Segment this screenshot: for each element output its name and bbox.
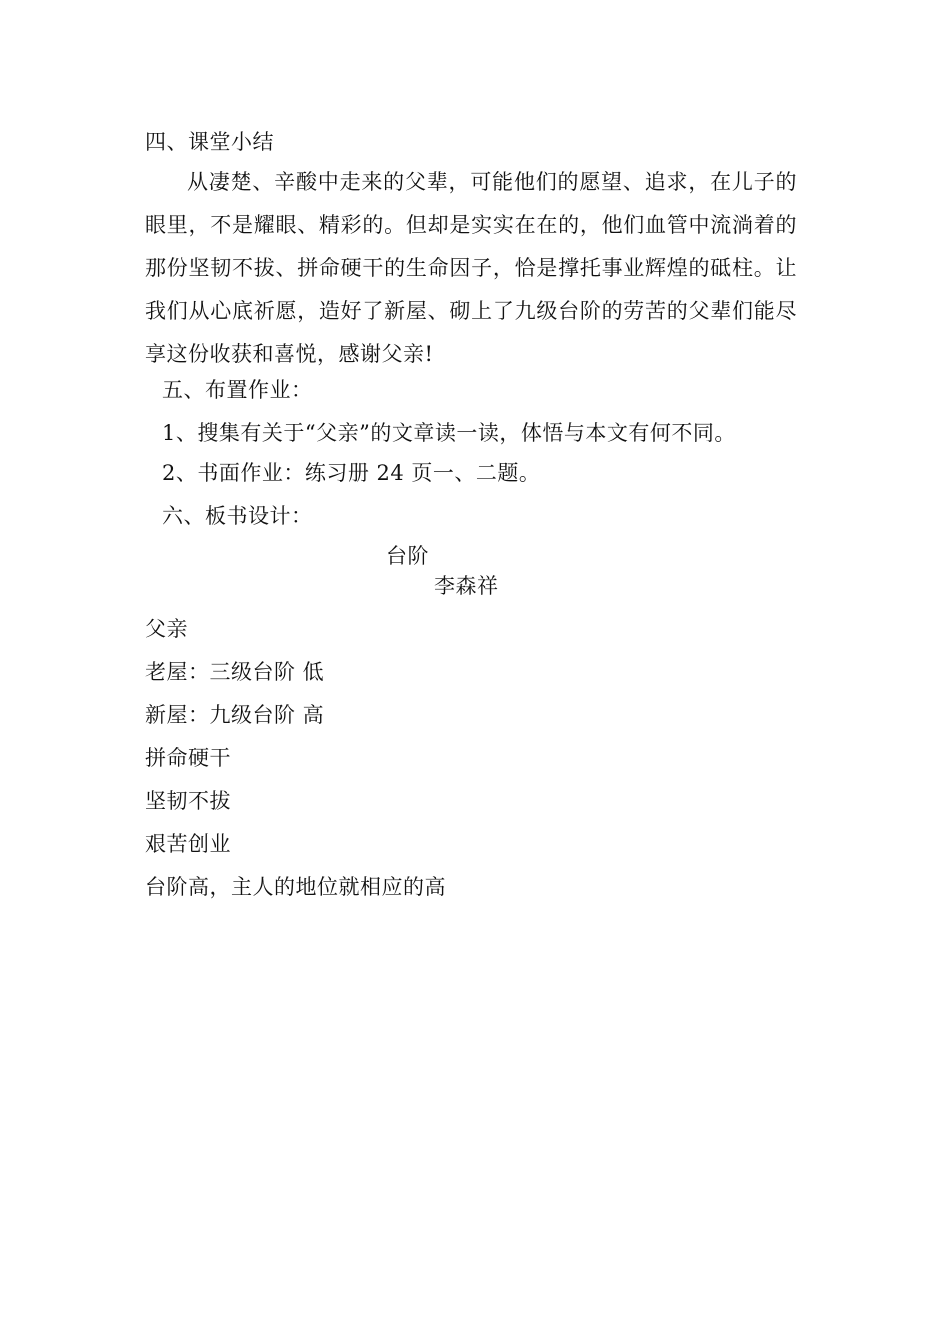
board-line-new-house: 新屋：九级台阶 高	[145, 703, 325, 727]
section-6-heading: 六、板书设计：	[162, 504, 313, 528]
section-5-heading: 五、布置作业：	[162, 378, 313, 402]
homework-item-2: 2、书面作业：练习册 24 页一、二题。	[162, 461, 541, 485]
board-line-hard-work: 拼命硬干	[145, 746, 231, 770]
board-title: 台阶	[386, 544, 429, 568]
board-line-perseverance: 坚韧不拔	[145, 789, 231, 813]
board-author: 李森祥	[434, 574, 499, 598]
board-line-arduous-start: 艰苦创业	[145, 832, 231, 856]
board-line-conclusion: 台阶高，主人的地位就相应的高	[145, 875, 446, 899]
board-line-old-house: 老屋：三级台阶 低	[145, 660, 325, 684]
section-4-paragraph: 从凄楚、辛酸中走来的父辈，可能他们的愿望、追求，在儿子的眼里，不是耀眼、精彩的。但却是实实在在的，他们血管中流淌着的那份坚韧不拔、拼命硬干的生命因子，恰是撑托事业辉煌的砥柱。让我们从心底祈愿，造好了新屋、砌上了九级台阶的劳苦的父辈们能尽享这份收获和喜悦，感谢父亲!	[145, 170, 797, 366]
section-4-heading: 四、课堂小结	[145, 130, 274, 154]
board-line-father: 父亲	[145, 617, 188, 641]
homework-item-1: 1、搜集有关于“父亲”的文章读一读，体悟与本文有何不同。	[162, 421, 736, 445]
